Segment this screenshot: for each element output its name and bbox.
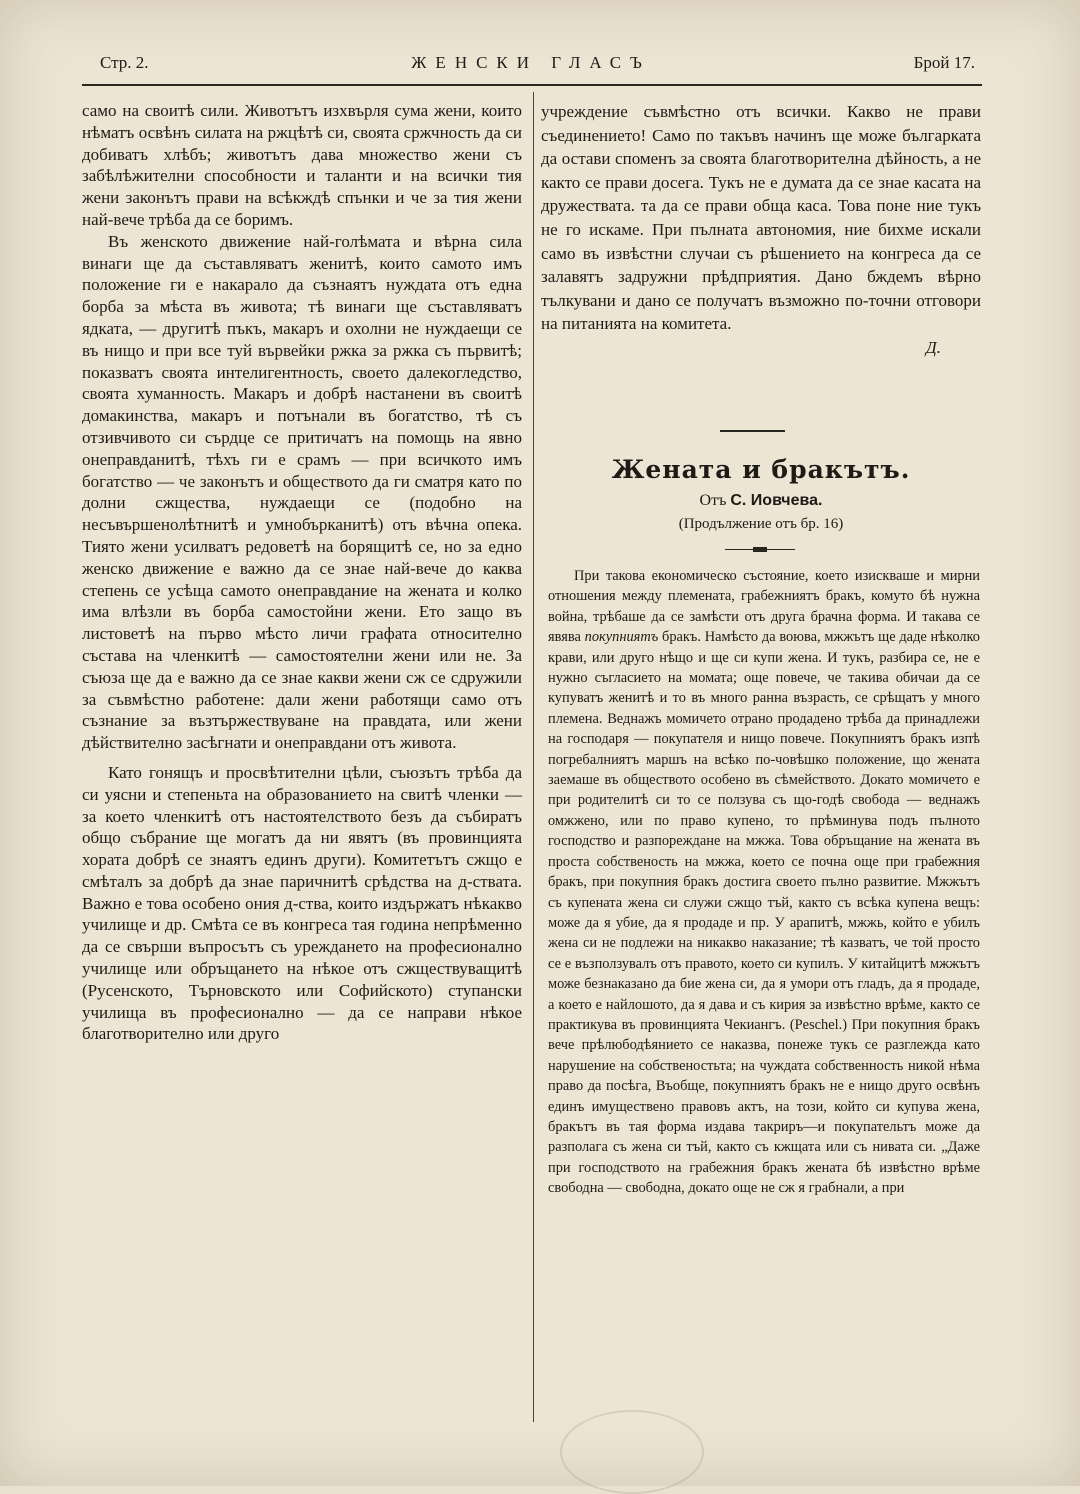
byline-prefix: Отъ — [699, 492, 727, 509]
author-name: С. Иовчева. — [730, 492, 823, 509]
article-text: бракъ. Намѣсто да воюва, мжжътъ ще даде нѣколко крави, или друго нѣщо и ще си купи жена. И тукъ, разбира се, не е нужно съгласието на момата; още повече, че такива обичаи да се купуватъ женитѣ и то въ много ранна възрасть, се срѣщатъ у много племена. Веднажъ момичето отрано продадено трѣба да принадлежи на господаря — покупателя и нищо повече. Покупниятъ бракъ изпѣ погребалниятъ маршъ на всѣко по-човѣшко положение, що жената заемаше въ обществото особено въ сѣмейството. Докато момичето е при родителитѣ си то се ползува съ що-годѣ свобода — веднажъ омжжено, или по право купено, то прѣминува подъ пълното господство и разпореждане на мжжа. Това обръщание на жената въ проста собственость на мжжа, което се почна още при грабежния бракъ, при покупния бракъ достига своето пълно развитие. Мжжътъ съ купената жена си служи сжщо тъй, както съ всѣка купена вещъ: може да я убие, да я продаде и пр. У арапитѣ, мжжь, който е убилъ жена си не подлежи на никакво наказание; тѣ казватъ, че той просто се е възползувалъ отъ правото, което си купилъ. У китайцитѣ мжжътъ може безнаказано да бие жена си, да я умори отъ гладъ, да я продаде, а което е найлошото, да я дава и съ кирия за извѣстно врѣме, както се практикува въ провинцията Чекиангъ. (Peschel.) При покупния бракъ вече прѣлюбодѣянието се наказва, понеже тукъ се разглежда като нарушение на собственостьта; на чуждата собственность никой нѣма право да посѣга, Въобще, покупниятъ бракъ не е нищо друго освѣнъ единъ имуществено правовъ актъ, на този, който си купува жена, бракътъ въ тая форма издава такриръ—и покупательтъ може да разполага съ жена си тъй, както съ кжщата или съ нивата си. „Даже при господството на грабежния бракъ жената бѣ извѣстно врѣме свободна — свободна, докато още не сж я грабнали, а при — [548, 629, 980, 1197]
paragraph: Като гонящъ и просвѣтителни цѣли, съюзътъ трѣба да си уясни и степеньта на образованието на свитѣ членки — за което членкитѣ отъ настоятелството безъ да събиратъ общо събрание ще могатъ да ни явятъ (въ провинцията хората добрѣ се знаятъ единъ други). Комитетътъ сжщо е смѣталъ за добрѣ да знае паричнитѣ срѣдства на д-ствата. Важно е това особено ония д-ства, които издържатъ нѣкакво училище и др. Смѣта се въ конгреса тая година непрѣменно да се свърши въпросътъ съ уреждането на професионално училище или обръщането на нѣкое отъ сжществуващитѣ (Русенското, Търновското или Софийското) ступански училища въ професионално — да се направи нѣкое благотворително или друго — [82, 762, 522, 1044]
ornament-divider — [725, 549, 795, 556]
continuation-note: (Продължение отъ бр. 16) — [678, 516, 844, 532]
page-header — [100, 50, 975, 76]
header-rule — [82, 84, 982, 86]
article-text: При такова економическо състояние, което изискваше и мирни отношения между племената, грабежниятъ бракъ, комуто бѣ нужна война, трѣбаше да се замѣсти отъ друга брачна форма. И такава се явява — [548, 568, 980, 646]
issue-number: Брой 17. — [913, 53, 975, 72]
paragraph: учреждение съвмѣстно отъ всички. Какво не прави съединението! Само по такъвъ начинъ ще може българката да остави споменъ за своята благотворителна дѣйность, а не както се прави досега. Тукъ не е думата да се знае касата на дружествата. та да се прави обща каса. Това поне ние тукъ не го искаме. При пълната автономия, ние бихме искали само въ извѣстни случаи съ рѣшението на конгреса да се залавятъ задружни прѣдприятия. Дано бждемъ вѣрно тълкувани и дано се получатъ възможно по-точни отговори на питанията на комитета. — [541, 102, 981, 334]
article-header — [541, 455, 981, 533]
signature: Д. — [925, 337, 941, 357]
paragraph: Въ женското движение най-голѣмата и вѣрна сила винаги ще да съставляватъ женитѣ, които самото имъ положение ги е накарало да съзнаятъ нуждата отъ една борба за мѣста въ живота; тѣ винаги ще съставляватъ ядката, — другитѣ пъкъ, макаръ и охолни не нуждаещи се въ нищо и при все туй вървейки ржка за ржка съ първитѣ; показватъ своята интелигентность, своето далекогледство, своята хуманность. Макаръ и добрѣ настанени въ своитѣ домакинства, макаръ и потънали въ богатство, тѣ съ отзивчивото си сърдце се притичатъ на помощь на явно онеправданитѣ, тѣхъ ги е срамъ — при всичкото имъ богатство — че законътъ и обществото да ги сматря като по долни сжщества, нуждаещи се (подобно на несъвършенолѣтнитѣ и умнобърканитѣ) отъ вѣчна опека. Тиято жени усилватъ редоветѣ на борящитѣ се, но за едно женско движение е важно да се знае най-вече до каква степень се усѣща самото онеправдание на жената и колко има влѣзли въ борба самостойни жени. Ето защо въ листоветѣ на първо мѣсто личи графата относително състава на членкитѣ — самостоятелни жени или не. За съюза ще да е важно да се знае какви жени сж се сдружили за съвмѣстно работене: дали жени работящи само отъ съзнание за възтържествуване на правдата, или жени дѣйствително засѣгнати и онеправдани отъ живота. — [82, 231, 522, 753]
section-rule — [720, 430, 785, 432]
left-column — [82, 100, 522, 1045]
article-body — [548, 566, 980, 1199]
column-divider — [533, 92, 534, 1422]
right-column-top — [541, 100, 981, 360]
article-byline — [541, 492, 981, 510]
paragraph: само на своитѣ сили. Животътъ изхвърля сума жени, които нѣматъ освѣнъ силата на ржцѣтѣ си, своята сржчность да си добиватъ хлѣбъ; животътъ дава множество жени съ забѣлѣжителни способности и таланти и на всички тия жени законътъ прави на всѣкждѣ спънки и че за тия жени най-вече трѣба да се боримъ. — [82, 101, 522, 229]
masthead: ЖЕНСКИ ГЛАСЪ — [411, 53, 651, 72]
article-title: Жената и бракътъ. — [611, 455, 911, 484]
article-paragraph — [548, 566, 980, 1199]
article-emphasis: покупниятъ — [584, 629, 659, 646]
page-number: Стр. 2. — [100, 53, 149, 72]
library-stamp — [560, 1410, 704, 1494]
